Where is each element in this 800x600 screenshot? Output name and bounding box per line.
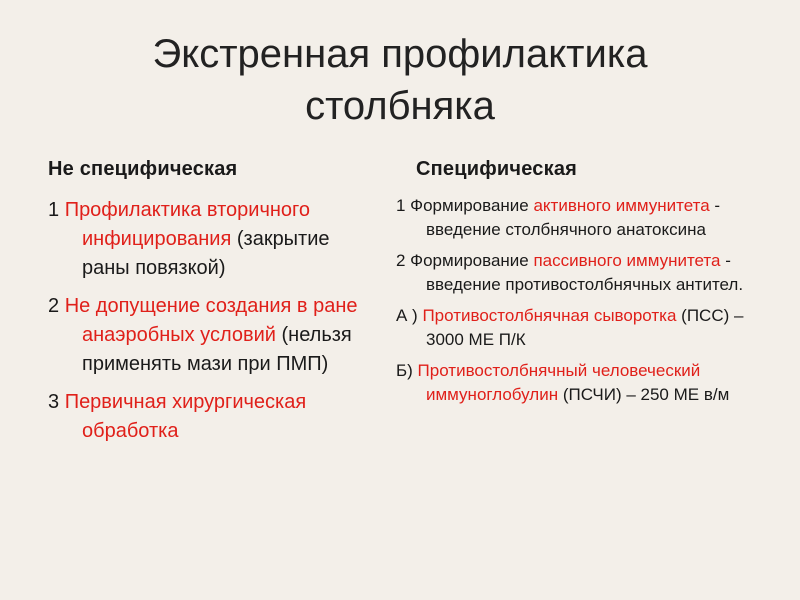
item-text: - введение противостолбнячных антител. bbox=[426, 251, 744, 294]
item-text: (ПСС) – 3000 МЕ П/К bbox=[426, 306, 744, 349]
list-item bbox=[396, 304, 746, 352]
item-prefix: А ) bbox=[396, 306, 423, 325]
item-text: (нельзя применять мази при ПМП) bbox=[82, 324, 352, 375]
item-prefix: 2 Формирование bbox=[396, 251, 534, 270]
item-highlight: Первичная хирургическая обработка bbox=[64, 391, 307, 442]
item-number: 1 bbox=[48, 199, 60, 221]
item-highlight: Не допущение создания в ране анаэробных условий bbox=[64, 295, 358, 346]
nonspecific-heading: Не специфическая bbox=[48, 158, 238, 180]
list-item bbox=[396, 194, 746, 242]
specific-heading: Специфическая bbox=[416, 158, 578, 180]
item-text: (закрытие раны повязкой) bbox=[82, 228, 330, 279]
item-text: (ПСЧИ) – 250 МЕ в/м bbox=[558, 385, 730, 404]
title-line-2: столбняка bbox=[305, 84, 495, 128]
item-number: 2 bbox=[48, 295, 60, 317]
nonspecific-list bbox=[48, 196, 378, 455]
item-highlight: Противостолбнячный человеческий иммуноглобулин bbox=[417, 361, 701, 404]
list-item bbox=[48, 388, 378, 446]
item-prefix: Б) bbox=[396, 361, 418, 380]
list-item bbox=[48, 292, 378, 379]
item-highlight: Противостолбнячная сыворотка bbox=[422, 306, 677, 325]
item-highlight: пассивного иммунитета bbox=[533, 251, 721, 270]
item-prefix: 1 Формирование bbox=[396, 196, 534, 215]
specific-list bbox=[396, 194, 746, 414]
item-text: - введение столбнячного анатоксина bbox=[426, 196, 721, 239]
list-item bbox=[396, 249, 746, 297]
slide-title bbox=[0, 28, 800, 132]
list-item bbox=[48, 196, 378, 283]
title-line-1: Экстренная профилактика bbox=[152, 32, 648, 76]
item-highlight: активного иммунитета bbox=[533, 196, 710, 215]
item-number: 3 bbox=[48, 391, 60, 413]
item-highlight: Профилактика вторичного инфицирования bbox=[64, 199, 311, 250]
list-item bbox=[396, 359, 746, 407]
